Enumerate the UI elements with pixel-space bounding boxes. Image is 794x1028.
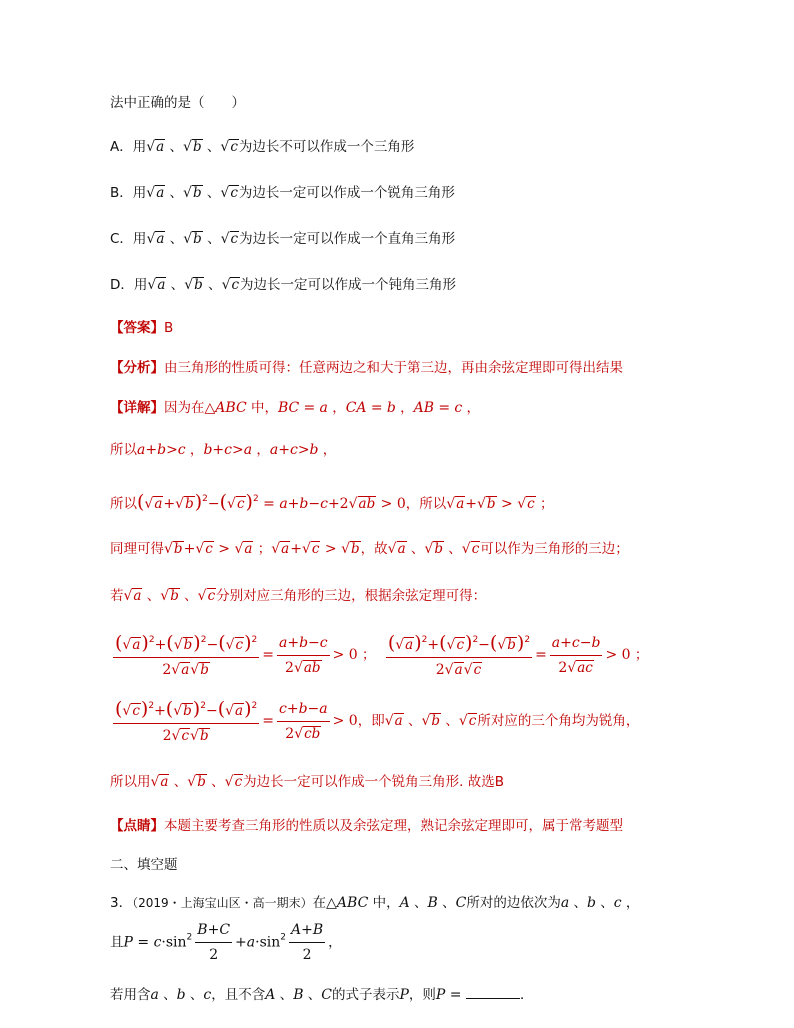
cosine-formula-1: $\frac{(√a)^2+(√b)^2-(√c)^2}{2√a√b}$ = $\frac{a+b-c}{2√ab}$ > 0 ； $\frac{(√a)^2+(√c)^2-(√b)^2}{2√a√c}$ = $\frac{a+c-b}{2√ac}$ > 0 ； (115, 632, 649, 678)
question-intro: 法中正确的是（ ） (110, 95, 245, 111)
answer-line: 【答案】B (110, 320, 174, 336)
section-title: 二、填空题 (110, 857, 178, 873)
answer-blank[interactable] (466, 986, 520, 999)
detail-line-4: 同理可得√b+√c > √a ；√a+√c > √b，故√a 、√b 、√c可以作为三角形的三边； (110, 541, 629, 557)
option-b: B．用√a 、√b 、√c为边长一定可以作成一个锐角三角形 (110, 185, 455, 201)
option-d: D．用√a 、√b 、√c为边长一定可以作成一个钝角三角形 (110, 277, 457, 293)
comment-line: 【点睛】本题主要考查三角形的性质以及余弦定理，熟记余弦定理即可，属于常考题型 (110, 818, 623, 834)
question-3-line-1: 3．（2019・上海宝山区・高一期末）在△ABC 中，A 、B 、C所对的边依次为a 、b 、c ， (110, 895, 640, 911)
detail-line-1: 【详解】因为在△ABC 中，BC = a ，CA = b ，AB = c ， (110, 400, 480, 416)
cosine-formula-2: $\frac{(√c)^2+(√b)^2-(√a)^2}{2√c√b}$ = $\frac{c+b-a}{2√cb}$ > 0，即√a 、√b 、√c所对应的三个角均为锐角， (115, 698, 640, 744)
detail-line-3: 所以$(√a+√b)^2-(√c)^2 = a+b-c+2√ab > 0$，所以√a+√b > √c ； (110, 491, 554, 513)
detail-line-5: 若√a 、√b 、√c分别对应三角形的三边，根据余弦定理可得： (110, 588, 487, 604)
question-3-line-3: 若用含a 、b 、c，且不含A 、B 、C的式子表示P，则P = ． (110, 987, 534, 1003)
analysis-line: 【分析】由三角形的性质可得：任意两边之和大于第三边，再由余弦定理即可得出结果 (110, 360, 623, 376)
detail-conclusion: 所以用√a 、√b 、√c为边长一定可以作成一个锐角三角形. 故选B (110, 774, 504, 790)
question-3-line-2: 且$P = c\cdot\sin^2$ $\frac{B+C}{2}$ $+a\cdot\sin^2$ $\frac{A+B}{2}$ ， (110, 922, 342, 963)
option-a: A．用√a 、√b 、√c为边长不可以作成一个三角形 (110, 139, 415, 155)
option-c: C．用√a 、√b 、√c为边长一定可以作成一个直角三角形 (110, 231, 456, 247)
detail-line-2: 所以a+b>c ，b+c>a ，a+c>b ， (110, 442, 337, 458)
